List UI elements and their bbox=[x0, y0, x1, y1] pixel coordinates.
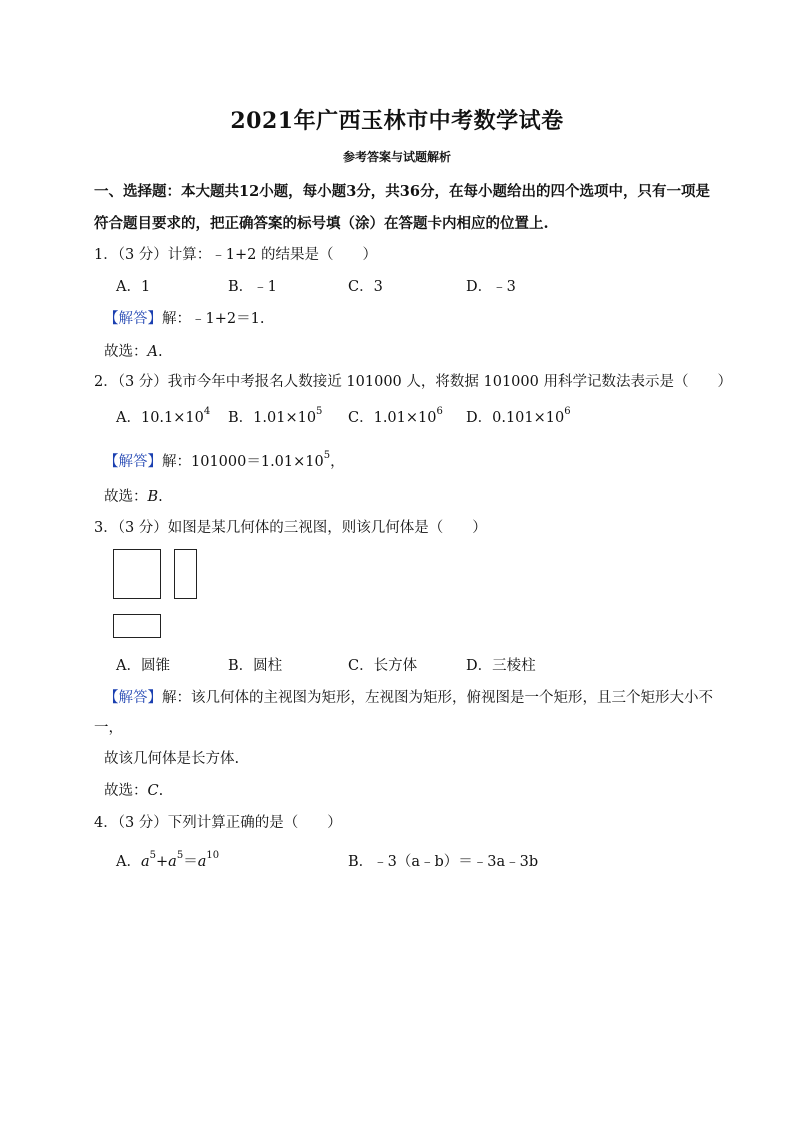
q3-solution: 【解答】解：该几何体的主视图为矩形，左视图为矩形，俯视图是一个矩形，且三个矩形大小不 bbox=[104, 690, 713, 706]
q2-answer-tag: 【解答】 bbox=[104, 454, 162, 470]
q3-answer-tag: 【解答】 bbox=[104, 690, 162, 706]
q2-stem: 2．（3 分）我市今年中考报名人数接近 101000 人，将数据 101000 用科学记数法表示是（ ） bbox=[94, 374, 732, 390]
q2-option-b: B．$1.01\times 10^5$ bbox=[228, 406, 323, 426]
q4-option-a: A．$a^5+a^5=a^{10}$ bbox=[116, 850, 220, 870]
front-view-rectangle bbox=[113, 549, 161, 599]
q2-option-a: A．$10.1\times 10^4$ bbox=[116, 406, 211, 426]
q2-option-c: C．$1.01\times 10^6$ bbox=[348, 406, 443, 426]
q1-option-a: A．1 bbox=[116, 279, 151, 295]
q1-stem: 1．（3 分）计算：﹣1+2 的结果是（ ） bbox=[94, 247, 378, 263]
q1-option-b: B．﹣1 bbox=[228, 279, 277, 295]
q3-solution-continued: 一， bbox=[94, 720, 123, 736]
page-title: 2021年广西玉林市中考数学试卷 bbox=[230, 108, 564, 134]
section-instructions-line2: 符合题目要求的，把正确答案的标号填（涂）在答题卡内相应的位置上. bbox=[94, 215, 549, 232]
q1-answer-tag: 【解答】 bbox=[104, 311, 162, 327]
q3-conclusion: 故该几何体是长方体. bbox=[104, 751, 240, 767]
top-view-rectangle bbox=[113, 614, 161, 638]
q4-option-b: B．﹣3（a﹣b）＝﹣3a﹣3b bbox=[348, 854, 539, 870]
q2-option-d: D．$0.101\times 10^6$ bbox=[466, 406, 571, 426]
q3-option-b: B．圆柱 bbox=[228, 658, 283, 674]
q1-pick: 故选：A. bbox=[104, 344, 163, 360]
left-view-rectangle bbox=[174, 549, 197, 599]
q1-option-d: D．﹣3 bbox=[466, 279, 516, 295]
q1-option-c: C．3 bbox=[348, 279, 383, 295]
q3-option-a: A．圆锥 bbox=[116, 658, 170, 674]
q3-option-c: C．长方体 bbox=[348, 658, 418, 674]
q2-pick: 故选：B. bbox=[104, 489, 163, 505]
page-subtitle: 参考答案与试题解析 bbox=[342, 150, 451, 164]
q3-option-d: D．三棱柱 bbox=[466, 658, 536, 674]
q2-solution: 【解答】解：$101000=1.01\times 10^5$， bbox=[104, 450, 345, 470]
q1-solution: 【解答】解：﹣1+2＝1. bbox=[104, 311, 265, 327]
section-instructions-line1: 一、选择题：本大题共12小题，每小题3分，共36分，在每小题给出的四个选项中，只有一项是 bbox=[94, 183, 710, 200]
q3-pick: 故选：C. bbox=[104, 783, 164, 799]
q3-stem: 3．（3 分）如图是某几何体的三视图，则该几何体是（ ） bbox=[94, 520, 487, 536]
q4-stem: 4．（3 分）下列计算正确的是（ ） bbox=[94, 815, 342, 831]
